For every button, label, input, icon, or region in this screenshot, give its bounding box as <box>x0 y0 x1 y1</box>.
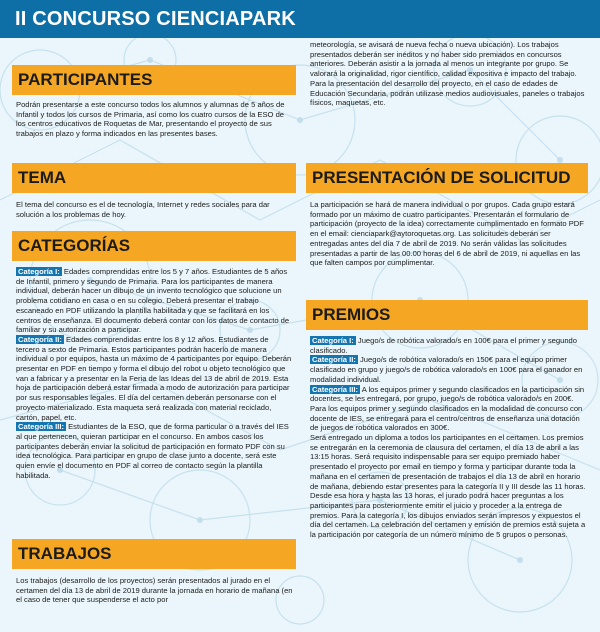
section-header-solicitud <box>306 163 588 193</box>
categoria-2-tag: Categoría II: <box>18 334 62 344</box>
premio-1-tag: Categoría I: <box>312 336 354 345</box>
section-title-categorias: CATEGORÍAS <box>18 236 131 255</box>
categoria-2-text: Edades comprendidas entre los 8 y 12 años. Estudiantes de tercero a sexto de Primaria. Estos participantes podrán hacerlo de manera individual o por equipos, hasta un máximo de 4 participantes por equipo. Deberán presentar en PDF en tiempo y forma el dibujo del robot u objeto tecnológico que van a fabricar y a presentar en la Feria de las Ideas del 13 de abril de 2019. Esta hoja de participación deberá estar firmada a modo de autorización para participar por sus responsables legales. El día del certamen deberán personarse con el proyecto materializado. Esta maqueta será realizada con material reciclado, cartón, papel, etc. <box>16 334 292 422</box>
premio-1-paragraph <box>310 336 586 355</box>
categoria-3-paragraph <box>16 422 294 480</box>
section-header-categorias <box>12 231 296 261</box>
section-title-participantes: PARTICIPANTES <box>18 70 153 89</box>
section-header-premios <box>306 300 588 330</box>
section-body-solicitud <box>310 200 586 268</box>
section-header-trabajos <box>12 539 296 569</box>
section-title-tema: TEMA <box>18 168 67 187</box>
tema-text: El tema del concurso es el de tecnología, Internet y redes sociales para dar solución a los problemas de hoy. <box>16 200 270 219</box>
solicitud-text: La participación se hará de manera individual o por grupos. Cada grupo estará formado por un máximo de cuatro participantes. Presentarán el formulario de participación (proyecto de la idea) correctamente cumplimentado en formato PDF en el email: cienciapark@aytoroquetas.org. Las solicitudes deberán ser entregadas antes del día 7 de abril de 2019. No serán válidas las solicitudes presentadas a partir de las 00.00 horas del 6 de abril de 2019, ni aquellas en las que falten campos por cumplimentar. <box>310 200 584 268</box>
premio-2-tag: Categoría II: <box>312 355 356 365</box>
categoria-1-text: Edades comprendidas entre los 5 y 7 años. Estudiantes de 5 años de Infantil, primero y segundo de Primaria. Para los participantes de manera individual, deberán hacer un dibujo de un invento tecnológico que solucione un problema cotidiano en casa o en su colegio. Deberá presentar el trabajo escaneado en PDF utilizando la plantilla habilitada y que se facilitará en los centros de enseñanza. El documento deberá contar con los datos de contacto de familiar y su autorización a participar. <box>16 267 290 335</box>
premio-3-text: A los equipos primer y segundo clasificados en la participación sin docentes, se les entregará, por grupo, juego/s de robótica valorado/s en 200€. Para los equipos primer y segundo clasificados en la modalidad de concurso con docente de IES, se entregará para el centro/centros de enseñanza una dotación de juegos de robótica valorados en 300€. <box>310 384 585 433</box>
categoria-2-paragraph <box>16 335 294 422</box>
premio-2-paragraph <box>310 355 586 384</box>
section-body-premios <box>310 336 586 540</box>
premio-3-tag: Categoría III: <box>312 384 358 394</box>
categoria-1-tag: Categoría I: <box>18 267 60 276</box>
page-title: II CONCURSO CIENCIAPARK <box>15 8 296 30</box>
participantes-text: Podrán presentarse a este concurso todos los alumnos y alumnas de 5 años de Infantil y todos los cursos de Primaria, así como los cuatro cursos de la ESO de los centros educativos de Roquetas de Mar, presentando el proyecto de sus trabajos en plazo y forma indicados en las presentes bases. <box>16 100 285 139</box>
trabajos-text: Los trabajos (desarrollo de los proyectos) serán presentados al jurado en el certamen del día 13 de abril de 2019 durante la jornada en horario de mañana (en el caso de tener que suspenderse el acto por <box>16 576 293 605</box>
section-title-solicitud: PRESENTACIÓN DE SOLICITUD <box>312 168 571 187</box>
trabajos-continuation <box>310 40 586 108</box>
section-header-tema <box>12 163 296 193</box>
categoria-1-paragraph <box>16 267 294 335</box>
title-bar <box>0 0 600 38</box>
section-title-premios: PREMIOS <box>312 305 391 324</box>
trabajos-continuation-text: meteorología, se avisará de nueva fecha o nueva ubicación). Los trabajos presentados deberán ser inéditos y no haber sido premiados en concursos anteriores. Deberán asistir a la jornada al menos un integrante por grupo. Se valorará la originalidad, rigor científico, calidad expositiva e impacto del trabajo. Para la presentación del desarrollo del proyecto, en el caso de edades de Educación Secundaria, podrán utilizase medios audiovisuales, paneles o trabajos físicos, maquetas, etc. <box>310 40 585 108</box>
section-title-trabajos: TRABAJOS <box>18 544 112 563</box>
premio-2-text: Juego/s de robótica valorado/s en 150€ para el equipo primer clasificado en grupo y juego/s de robótica valorado/s en 100€ para el ganador en modalidad individual. <box>310 355 583 384</box>
section-body-tema <box>16 200 294 219</box>
premio-1-text: Juego/s de robótica valorado/s en 100€ para el primer y segundo clasificado. <box>310 336 577 355</box>
section-header-participantes <box>12 65 296 95</box>
premio-3-paragraph <box>310 385 586 434</box>
section-body-categorias <box>16 267 294 480</box>
section-body-participantes <box>16 100 294 139</box>
categoria-3-text: Estudiantes de la ESO, que de forma particular o a través del IES al que pertenecen, quieran participar en el concurso. En ambos casos los participantes deberán enviar la solicitud de participación en formato PDF con su idea tecnológica. Para participar en grupo de clase junto a docente, será este quien envíe el documento en PDF al correo de contacto según la plantilla habilitada. <box>16 422 289 480</box>
premios-text: Será entregado un diploma a todos los participantes en el certamen. Los premios se entregarán en la ceremonia de clausura del certamen, el día 13 de abril a las 13:15 horas. Será requisito indispensable para ser equipo premiado haber presentado el proyecto por email en tiempo y forma y participar durante toda la mañana en el certamen de presentación de trabajos el día 13 de abril en horario de mañana, debiendo estar presentes para la categoría II y III desde las 11 horas. Desde esa hora y hasta las 13 horas, el jurado podrá hacer preguntas a los participantes para posteriormente emitir el juicio y proceder a la entrega de premios. Para la categoría I, los dibujos enviados serán impresos y expuestos el día del certamen. La celebración del certamen y emisión de premios está sujeta a la participación por categoría de un número mínimo de 5 grupos o personas. <box>310 433 586 540</box>
categoria-3-tag: Categoría III: <box>18 422 64 432</box>
section-body-trabajos <box>16 576 294 605</box>
